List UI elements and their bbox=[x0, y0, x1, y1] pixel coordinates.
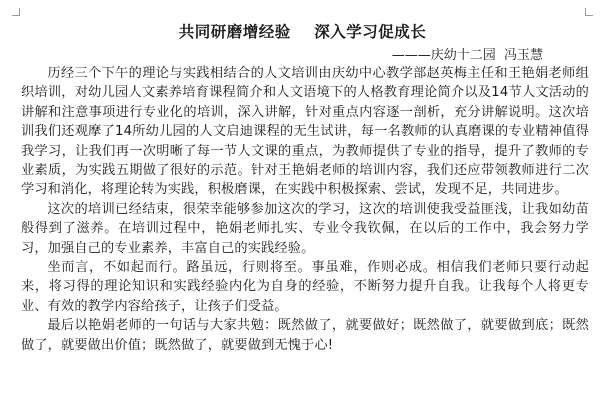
paragraph: 最后以艳娟老师的一句话与大家共勉：既然做了，就要做好；既然做了，就要做到底；既然做了，就要做出价值；既然做了，就要做到无愧于心! bbox=[21, 318, 589, 353]
paragraph: 历经三个下午的理论与实践相结合的人文培训由庆幼中心教学部赵英梅主任和王艳娟老师组织培训，对幼儿园人文素养培育课程简介和人文语境下的人格教育理论简介以及14节人文活动的讲解和注意事项进行专业化的培训，深入讲解，针对重点内容逐一剖析，充分讲解说明。这次培训我们还观摩了14所幼儿园的人文启迪课程的无生试讲，每一名教师的认真磨课的专业精神值得我学习，让我们再一次明晰了每一节人文课的重点，为教师提供了专业的指导，提升了教师的专业素质，为实践五期做了很好的示范。针对王艳娟老师的培训内容，我们还应带领教师进行二次学习和消化，将理论转为实践，积极磨课，在实践中积极探索、尝试，发现不足，共同进步。 bbox=[21, 66, 589, 198]
document-body bbox=[21, 64, 589, 355]
paragraph: 这次的培训已经结束，很荣幸能够参加这次的学习，这次的培训使我受益匪浅，让我如幼苗般得到了滋养。在培训过程中，艳娟老师扎实、专业令我钦佩，在以后的工作中，我会努力学习，加强自己的专业素养，丰富自己的实践经验。 bbox=[21, 201, 589, 256]
document-title: 共同研磨增经验 深入学习促成长 bbox=[178, 23, 427, 41]
author-byline: ———庆幼十二园 冯玉慧 bbox=[391, 48, 543, 63]
page-corner-mark-top-right bbox=[585, 8, 593, 16]
page-corner-mark-top-left bbox=[12, 8, 20, 16]
paragraph: 坐而言，不如起而行。路虽远，行则将至。事虽难，作则必成。相信我们老师只要行动起来，将习得的理论知识和实践经验内化为自身的经验，不断努力提升自我。让我每个人将更专业、有效的教学内容给孩子，让孩子们受益。 bbox=[21, 260, 589, 314]
